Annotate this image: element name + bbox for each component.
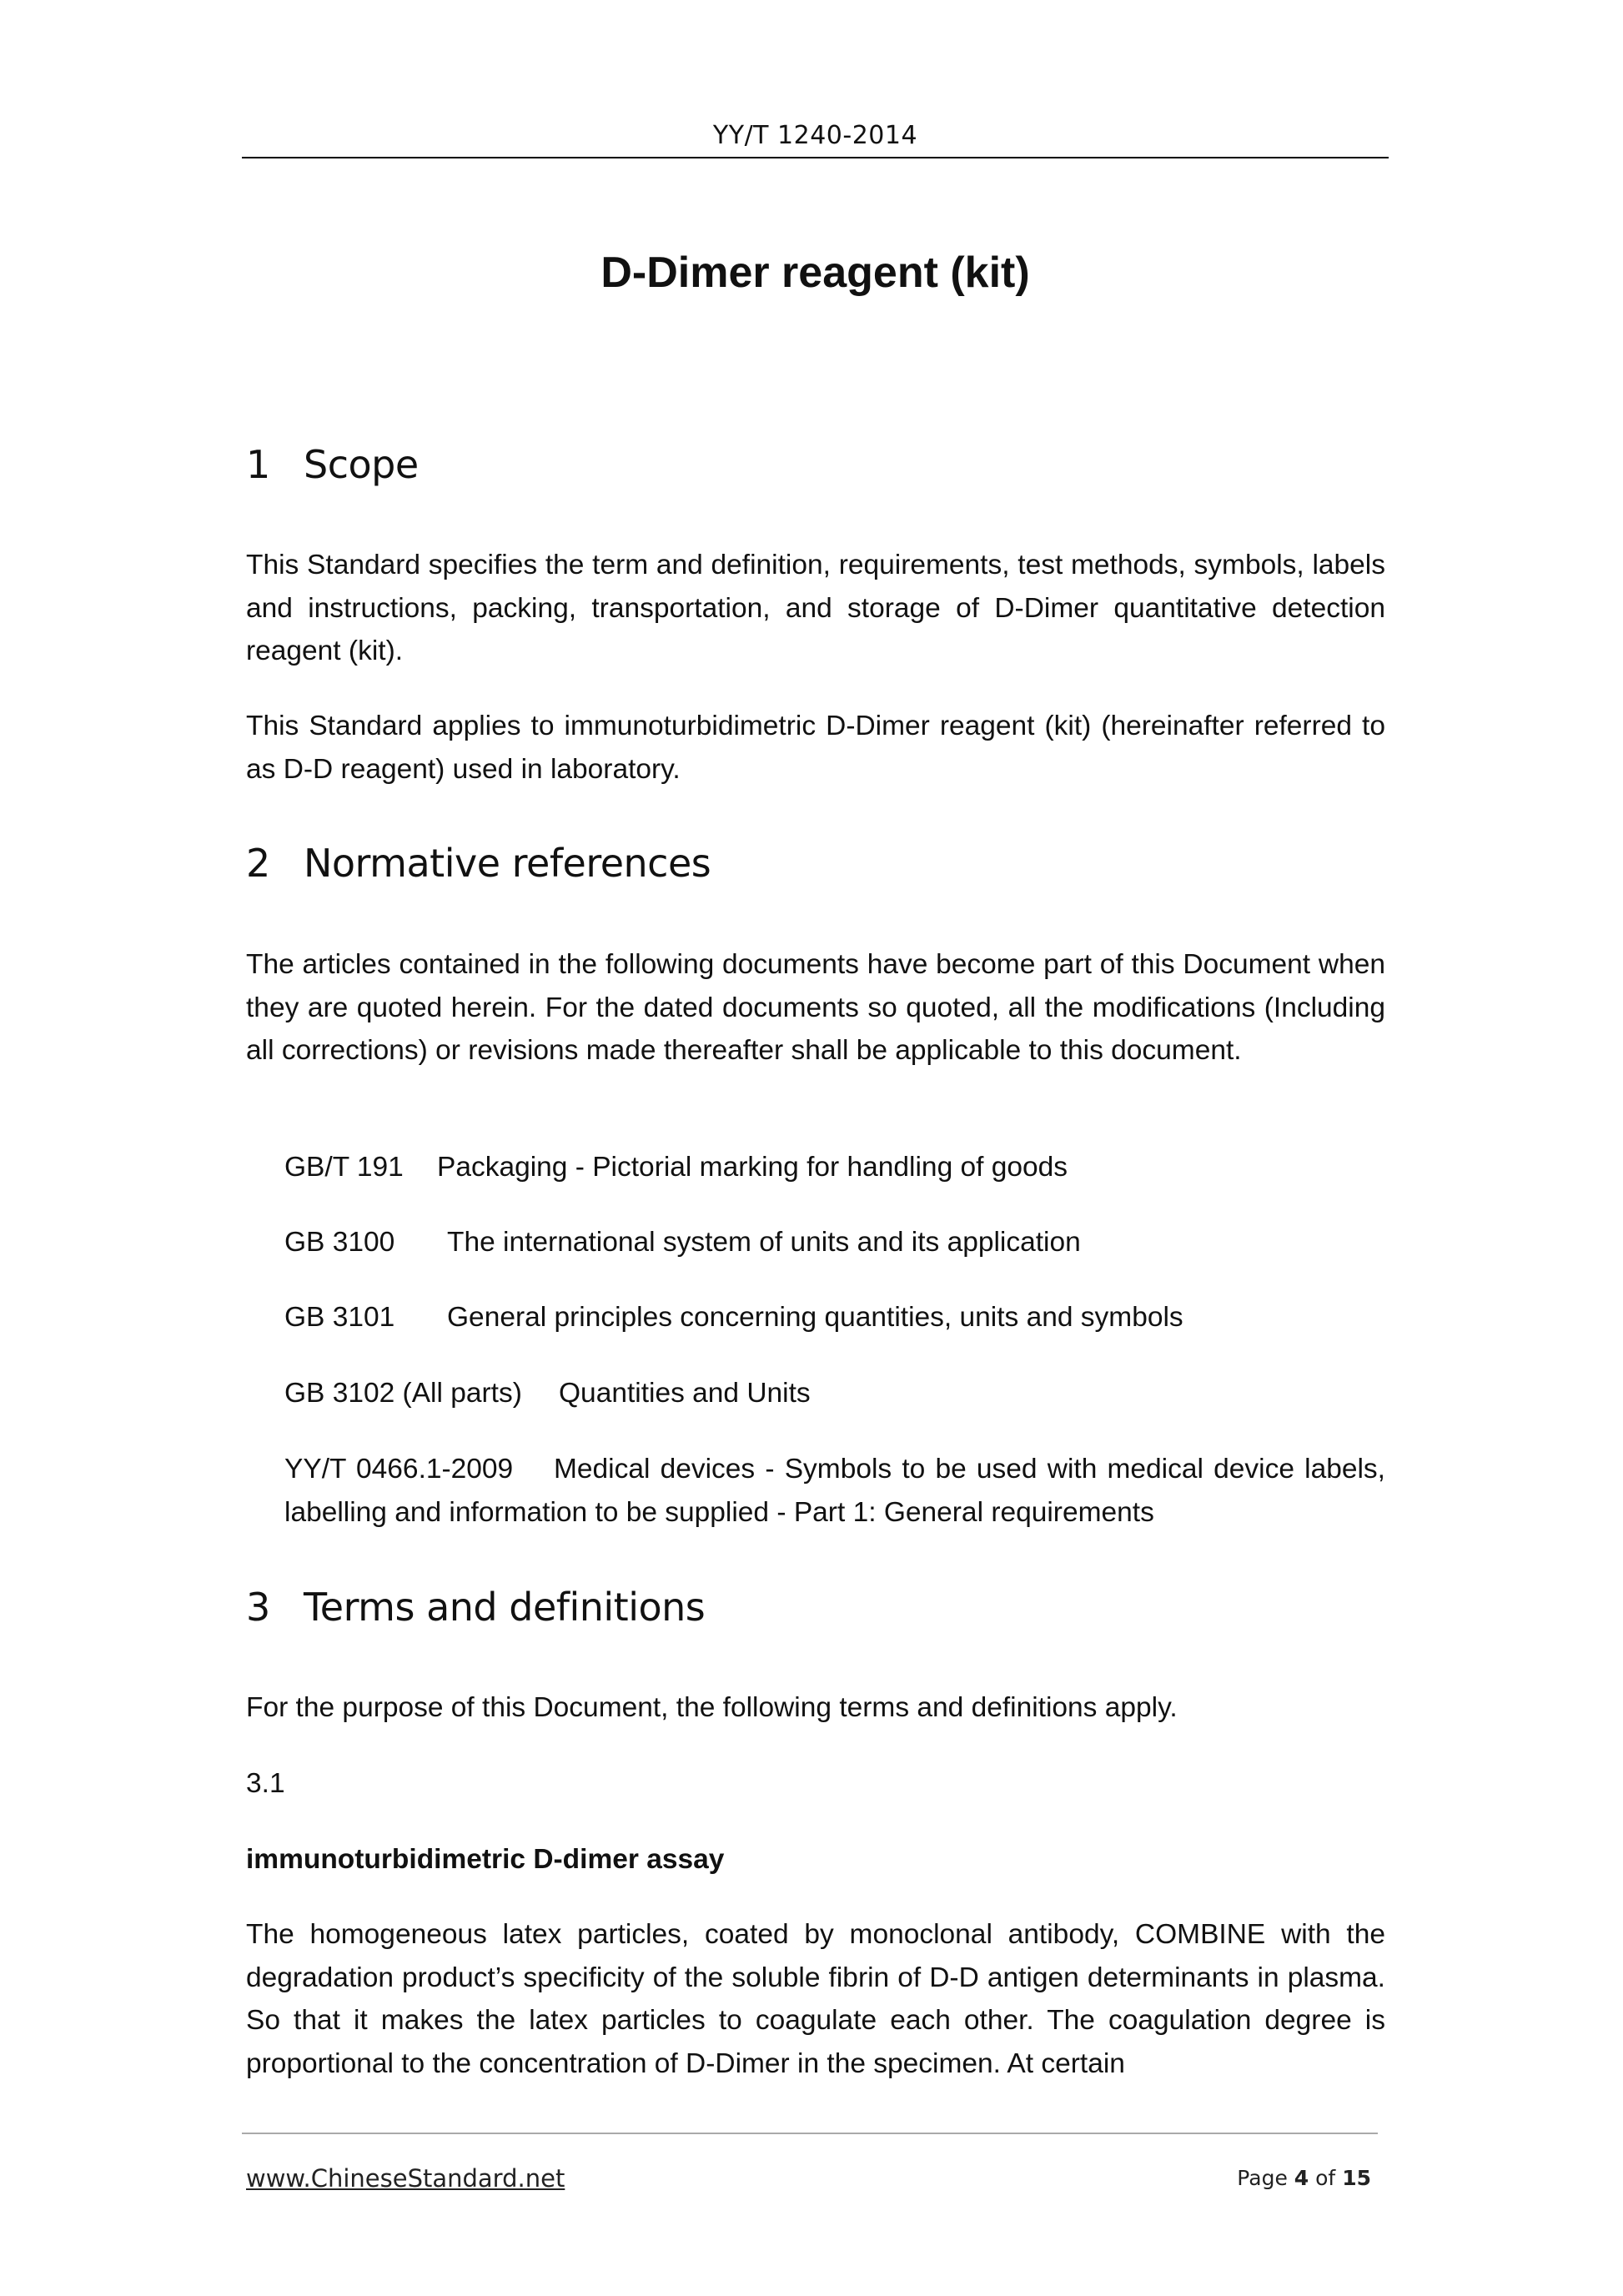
terms-intro: For the purpose of this Document, the following terms and definitions apply. — [246, 1692, 1178, 1723]
reference-title: General principles concerning quantities, units and symbols — [447, 1302, 1183, 1333]
reference-code: GB/T 191 — [284, 1152, 404, 1183]
running-header — [242, 115, 1389, 158]
website-link[interactable]: www.ChineseStandard.net — [246, 2164, 565, 2193]
term-number: 3.1 — [246, 1768, 285, 1799]
reference-code: GB 3102 (All parts) — [284, 1378, 522, 1409]
page-indicator — [1237, 2162, 1371, 2195]
reference-item — [284, 1221, 1081, 1264]
reference-title: Quantities and Units — [559, 1378, 811, 1409]
scope-paragraph-1: This Standard specifies the term and definition, requirements, test methods, symbols, labels and instructions, packing, transportation, and storage of D-Dimer quantitative detection reagent (kit). — [246, 550, 1385, 666]
section-number: 1 — [246, 442, 270, 487]
reference-code: GB 3101 — [284, 1302, 395, 1333]
section-heading-terms-and-definitions — [246, 1582, 705, 1632]
normative-intro: The articles contained in the following documents have become part of this Document when they are quoted herein. For the dated documents so quoted, all the modifications (Including all corrections) or revisions made thereafter shall be applicable to this document. — [246, 949, 1385, 1066]
section-heading-scope — [246, 440, 419, 490]
page-of: of — [1315, 2166, 1336, 2190]
scope-paragraph-2: This Standard applies to immunoturbidimetric D-Dimer reagent (kit) (hereinafter referred to as D-D reagent) used in laboratory. — [246, 711, 1385, 785]
term-definition: The homogeneous latex particles, coated by monoclonal antibody, COMBINE with the degradation product’s specificity of the soluble fibrin of D-D antigen determinants in plasma. So that it makes the latex particles to coagulate each other. The coagulation degree is proportional to the concentration of D-Dimer in the specimen. At certain — [246, 1919, 1385, 2079]
section-number: 2 — [246, 841, 270, 886]
section-title: Terms and definitions — [304, 1585, 706, 1630]
footer-divider — [242, 2133, 1378, 2134]
section-heading-normative-references — [246, 838, 711, 888]
reference-code: GB 3100 — [284, 1227, 395, 1258]
reference-item — [284, 1448, 1385, 1534]
reference-item — [284, 1296, 1183, 1339]
section-title: Scope — [304, 442, 419, 487]
term-name: immunoturbidimetric D-dimer assay — [246, 1844, 725, 1875]
reference-title: Medical devices - Symbols to be used with medical device labels, labelling and information to be supplied - Part 1: General requirements — [284, 1454, 1385, 1528]
page-current: 4 — [1294, 2166, 1309, 2190]
page-prefix: Page — [1237, 2166, 1288, 2190]
standard-code: YY/T 1240-2014 — [712, 121, 918, 150]
page-total: 15 — [1342, 2166, 1371, 2190]
section-number: 3 — [246, 1585, 270, 1630]
reference-item — [284, 1146, 1068, 1189]
reference-title: Packaging - Pictorial marking for handling of goods — [437, 1152, 1068, 1183]
reference-title: The international system of units and its application — [447, 1227, 1081, 1258]
section-title: Normative references — [304, 841, 711, 886]
reference-code: YY/T 0466.1-2009 — [284, 1454, 514, 1485]
reference-item — [284, 1372, 811, 1415]
document-title: D-Dimer reagent (kit) — [600, 249, 1030, 297]
